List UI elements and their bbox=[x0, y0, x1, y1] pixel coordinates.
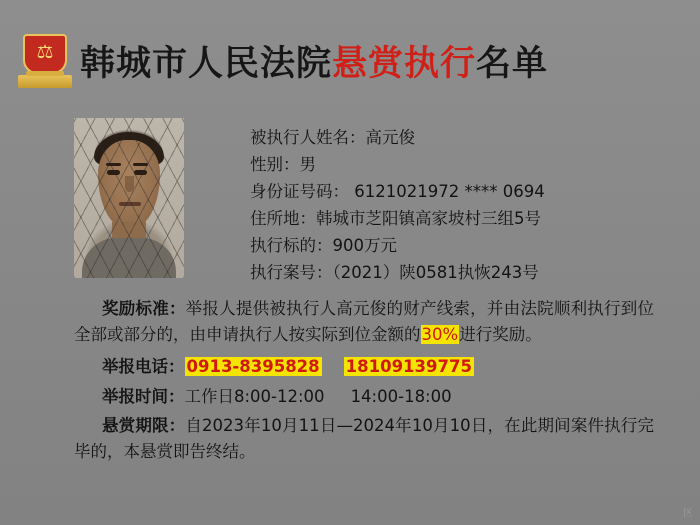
corner-mark: 区 bbox=[683, 508, 693, 519]
reward-percent: 30% bbox=[421, 325, 459, 344]
hotline-number-1[interactable]: 0913-8395828 bbox=[186, 357, 320, 376]
report-time-row bbox=[74, 383, 654, 411]
reward-text-before: 举报人提供被执行人高元俊的财产线索，并由法院顺利执行到位全部或部分的，由申请执行人按实际到位金额的 bbox=[74, 299, 654, 344]
title-reward-exec: 悬赏执行 bbox=[332, 44, 477, 84]
poster-header bbox=[0, 28, 700, 94]
field-name-value: 高元俊 bbox=[365, 128, 415, 147]
emblem-base bbox=[18, 75, 72, 88]
validity-text: 自2023年10月11日—2024年10月10日，在此期间案件执行完毕的，本悬赏即告终结。 bbox=[74, 416, 655, 461]
report-time-value-1: 工作日8:00-12:00 bbox=[184, 387, 325, 406]
field-id-label: 身份证号码： bbox=[250, 182, 349, 201]
report-time-label: 举报时间： bbox=[102, 387, 185, 406]
reward-text-after: 进行奖励。 bbox=[459, 325, 542, 344]
report-time-value-2: 14:00-18:00 bbox=[350, 387, 452, 406]
field-address bbox=[250, 205, 680, 232]
field-gender-value: 男 bbox=[299, 155, 316, 174]
hotline-label: 举报电话： bbox=[102, 357, 185, 376]
hotline-number-2[interactable]: 18109139775 bbox=[345, 357, 472, 376]
field-address-label: 住所地： bbox=[250, 209, 316, 228]
hotline-row bbox=[74, 353, 654, 381]
emblem-scales: ⚖ bbox=[36, 41, 54, 63]
page-title bbox=[80, 36, 548, 86]
field-amount-label: 执行标的： bbox=[250, 236, 333, 255]
validity-paragraph bbox=[74, 413, 654, 465]
title-list: 名单 bbox=[476, 44, 549, 84]
reward-label: 奖励标准： bbox=[102, 299, 186, 318]
field-case-value: （2021）陕0581执恢243号 bbox=[332, 263, 539, 282]
field-amount-value: 900万元 bbox=[332, 236, 397, 255]
reward-paragraph bbox=[74, 296, 654, 348]
field-id-value: 6121021972 **** 0694 bbox=[354, 182, 545, 201]
field-gender-label: 性别： bbox=[250, 155, 300, 174]
field-name bbox=[250, 124, 680, 151]
validity-label: 悬赏期限： bbox=[102, 416, 186, 435]
subject-details bbox=[250, 124, 680, 286]
field-case-number bbox=[250, 259, 680, 286]
field-name-label: 被执行人姓名： bbox=[250, 128, 366, 147]
subject-photo bbox=[74, 118, 184, 278]
title-court-name: 韩城市人民法院 bbox=[80, 44, 333, 84]
photo-watermark-grid bbox=[74, 118, 184, 278]
poster-body bbox=[74, 296, 654, 470]
field-gender bbox=[250, 151, 680, 178]
field-id-number bbox=[250, 178, 680, 205]
court-emblem-icon bbox=[18, 32, 72, 90]
field-amount bbox=[250, 232, 680, 259]
field-case-label: 执行案号： bbox=[250, 263, 333, 282]
field-address-value: 韩城市芝阳镇高家坡村三组5号 bbox=[316, 209, 541, 228]
